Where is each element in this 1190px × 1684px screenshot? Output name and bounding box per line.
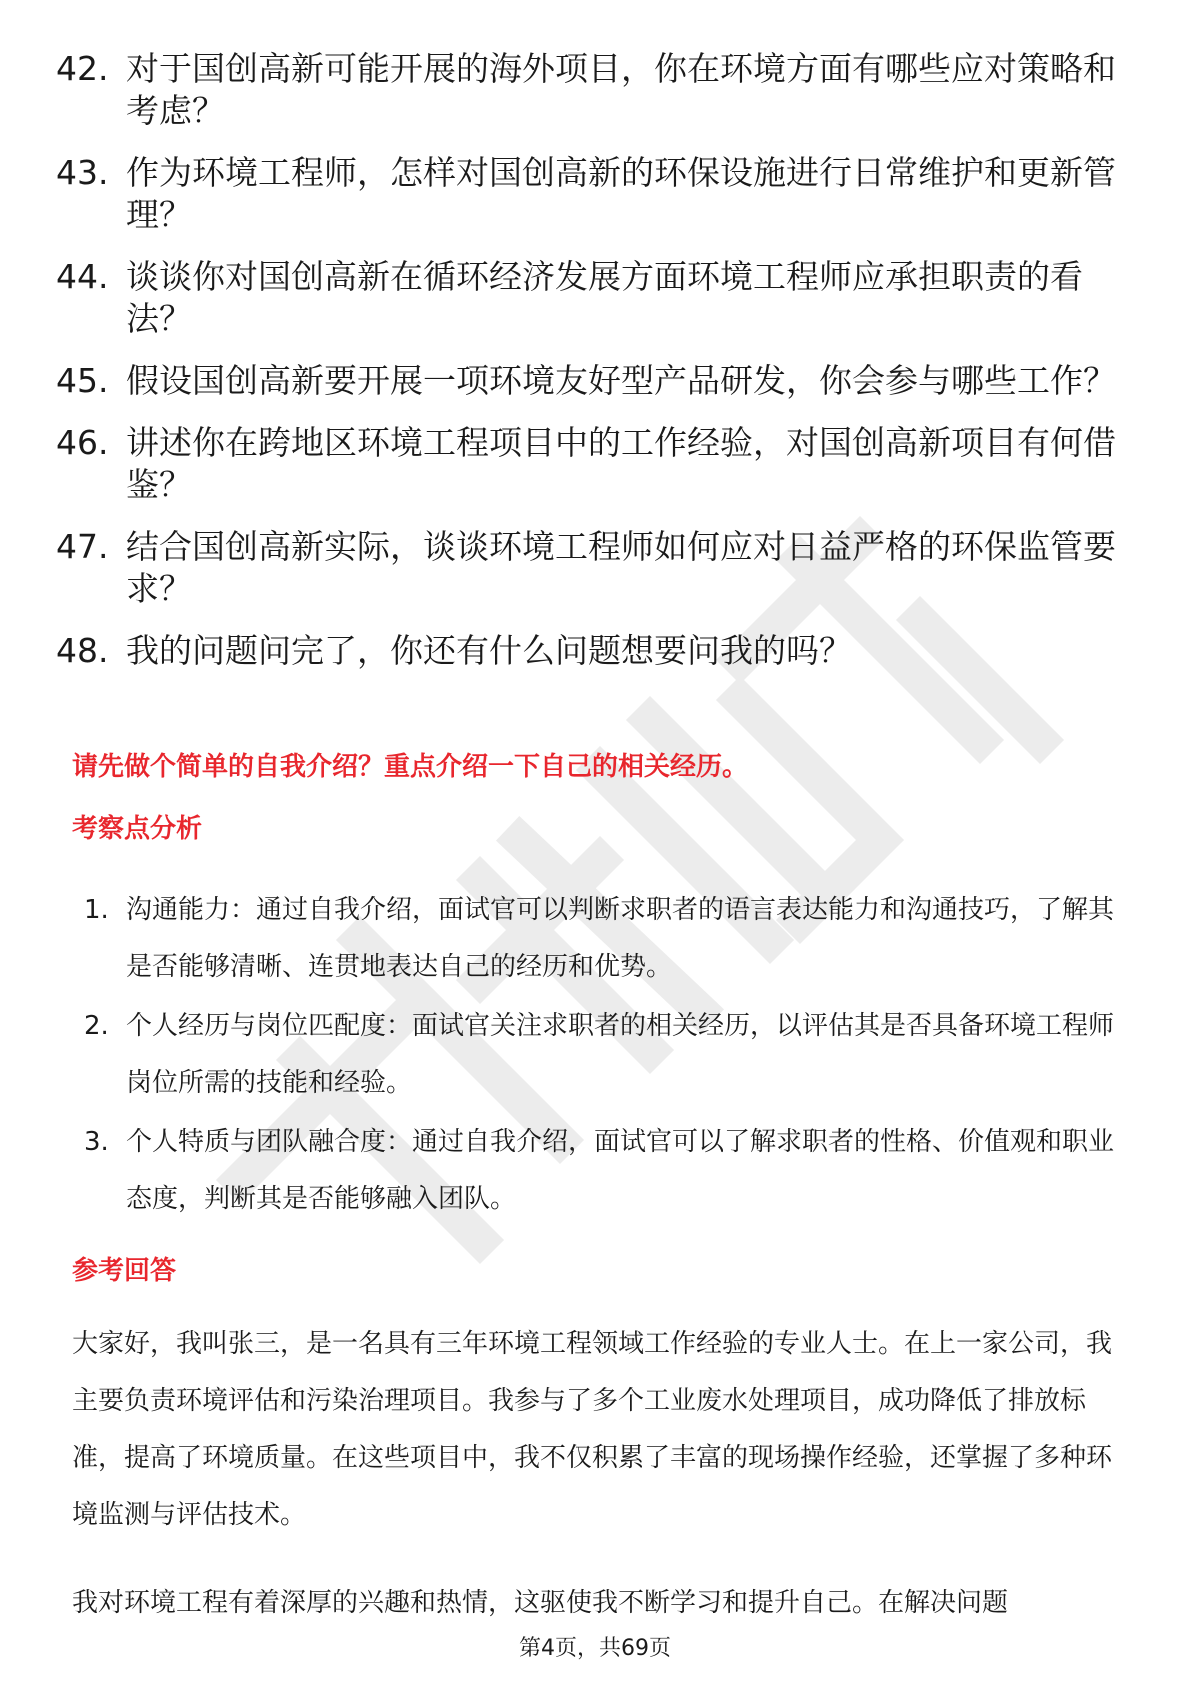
question-number: 43. — [56, 153, 109, 192]
answer-heading: 参考回答 — [72, 1256, 177, 1286]
analysis-text: 个人特质与团队融合度：通过自我介绍，面试官可以了解求职者的性格、价值观和职业态度，判断其是否能够融入团队。 — [126, 1127, 1115, 1214]
analysis-text: 沟通能力：通过自我介绍，面试官可以判断求职者的语言表达能力和沟通技巧，了解其是否能够清晰、连贯地表达自己的经历和优势。 — [126, 895, 1115, 982]
question-number: 42. — [56, 49, 109, 88]
question-text: 结合国创高新实际，谈谈环境工程师如何应对日益严格的环保监管要求？ — [126, 527, 1116, 608]
question-text: 作为环境工程师，怎样对国创高新的环保设施进行日常维护和更新管理？ — [126, 153, 1116, 234]
page-footer: 第4页，共69页 — [519, 1636, 671, 1661]
section-question-heading: 请先做个简单的自我介绍？重点介绍一下自己的相关经历。 — [72, 752, 749, 782]
question-item — [56, 48, 1136, 132]
question-item — [56, 256, 1136, 340]
question-number: 47. — [56, 527, 109, 566]
answer-paragraph: 我对环境工程有着深厚的兴趣和热情，这驱使我不断学习和提升自己。在解决问题 — [72, 1588, 1009, 1618]
analysis-heading: 考察点分析 — [72, 814, 203, 844]
analysis-number: 1. — [84, 895, 109, 925]
question-text: 谈谈你对国创高新在循环经济发展方面环境工程师应承担职责的看法？ — [126, 257, 1083, 338]
analysis-number: 2. — [84, 1011, 109, 1041]
question-item — [56, 630, 1136, 672]
question-text: 讲述你在跨地区环境工程项目中的工作经验，对国创高新项目有何借鉴？ — [126, 423, 1116, 504]
question-number: 46. — [56, 423, 109, 462]
question-list — [56, 48, 1136, 692]
analysis-item — [84, 998, 1124, 1112]
question-number: 45. — [56, 361, 109, 400]
question-item — [56, 152, 1136, 236]
answer-paragraph: 大家好，我叫张三，是一名具有三年环境工程领域工作经验的专业人士。在上一家公司，我主要负责环境评估和污染治理项目。我参与了多个工业废水处理项目，成功降低了排放标准，提高了环境质量。在这些项目中，我不仅积累了丰富的现场操作经验，还掌握了多种环境监测与评估技术。 — [72, 1329, 1113, 1530]
analysis-list — [84, 882, 1124, 1230]
question-text: 对于国创高新可能开展的海外项目，你在环境方面有哪些应对策略和考虑？ — [126, 49, 1116, 130]
analysis-text: 个人经历与岗位匹配度：面试官关注求职者的相关经历，以评估其是否具备环境工程师岗位所需的技能和经验。 — [126, 1011, 1115, 1098]
analysis-item — [84, 882, 1124, 996]
question-number: 48. — [56, 631, 109, 670]
question-number: 44. — [56, 257, 109, 296]
analysis-number: 3. — [84, 1127, 109, 1157]
analysis-item — [84, 1114, 1124, 1228]
question-text: 我的问题问完了，你还有什么问题想要问我的吗？ — [126, 631, 852, 670]
question-item — [56, 360, 1136, 402]
question-item — [56, 422, 1136, 506]
question-item — [56, 526, 1136, 610]
question-text: 假设国创高新要开展一项环境友好型产品研发，你会参与哪些工作？ — [126, 361, 1116, 400]
